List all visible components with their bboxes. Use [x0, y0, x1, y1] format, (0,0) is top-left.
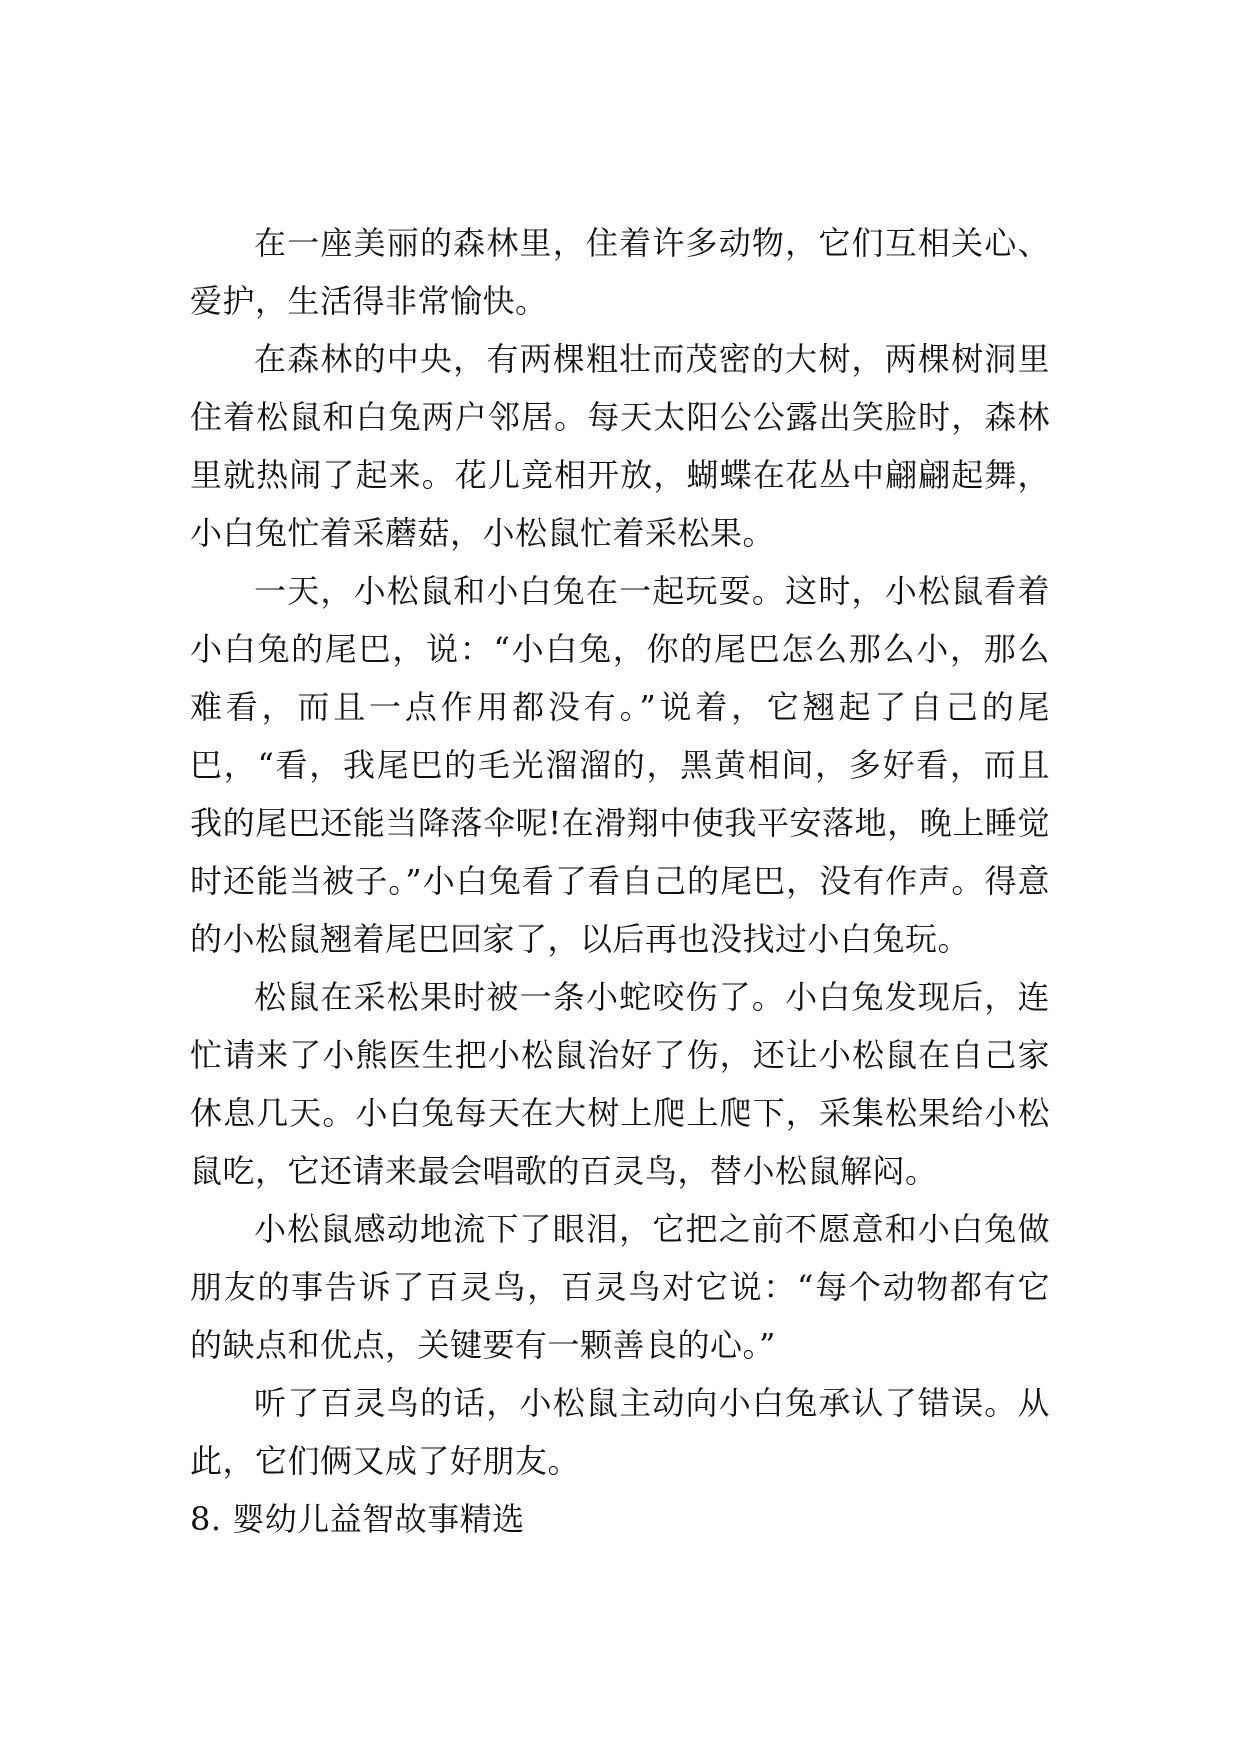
paragraph-6: 听了百灵鸟的话，小松鼠主动向小白兔承认了错误。从此，它们俩又成了好朋友。 [190, 1384, 1050, 1480]
section-heading: 8. 婴幼儿益智故事精选 [190, 1500, 525, 1538]
paragraph-1: 在一座美丽的森林里，住着许多动物，它们互相关心、爱护，生活得非常愉快。 [190, 224, 1050, 320]
paragraph-4: 松鼠在采松果时被一条小蛇咬伤了。小白兔发现后，连忙请来了小熊医生把小松鼠治好了伤，还让小松鼠在自己家休息几天。小白兔每天在大树上爬上爬下，采集松果给小松鼠吃，它还请来最会唱歌的百灵鸟，替小松鼠解闷。 [190, 978, 1050, 1190]
paragraph-3: 一天，小松鼠和小白兔在一起玩耍。这时，小松鼠看着小白兔的尾巴，说：“小白兔，你的尾巴怎么那么小，那么难看，而且一点作用都没有。”说着，它翘起了自己的尾巴，“看，我尾巴的毛光溜溜的，黑黄相间，多好看，而且我的尾巴还能当降落伞呢!在滑翔中使我平安落地，晚上睡觉时还能当被子。”小白兔看了看自己的尾巴，没有作声。得意的小松鼠翘着尾巴回家了，以后再也没找过小白兔玩。 [190, 572, 1050, 958]
story-text [190, 214, 1050, 1548]
paragraph-2: 在森林的中央，有两棵粗壮而茂密的大树，两棵树洞里住着松鼠和白兔两户邻居。每天太阳公公露出笑脸时，森林里就热闹了起来。花儿竞相开放，蝴蝶在花丛中翩翩起舞，小白兔忙着采蘑菇，小松鼠忙着采松果。 [190, 340, 1050, 552]
paragraph-5: 小松鼠感动地流下了眼泪，它把之前不愿意和小白兔做朋友的事告诉了百灵鸟，百灵鸟对它说：“每个动物都有它的缺点和优点，关键要有一颗善良的心。” [190, 1210, 1050, 1364]
